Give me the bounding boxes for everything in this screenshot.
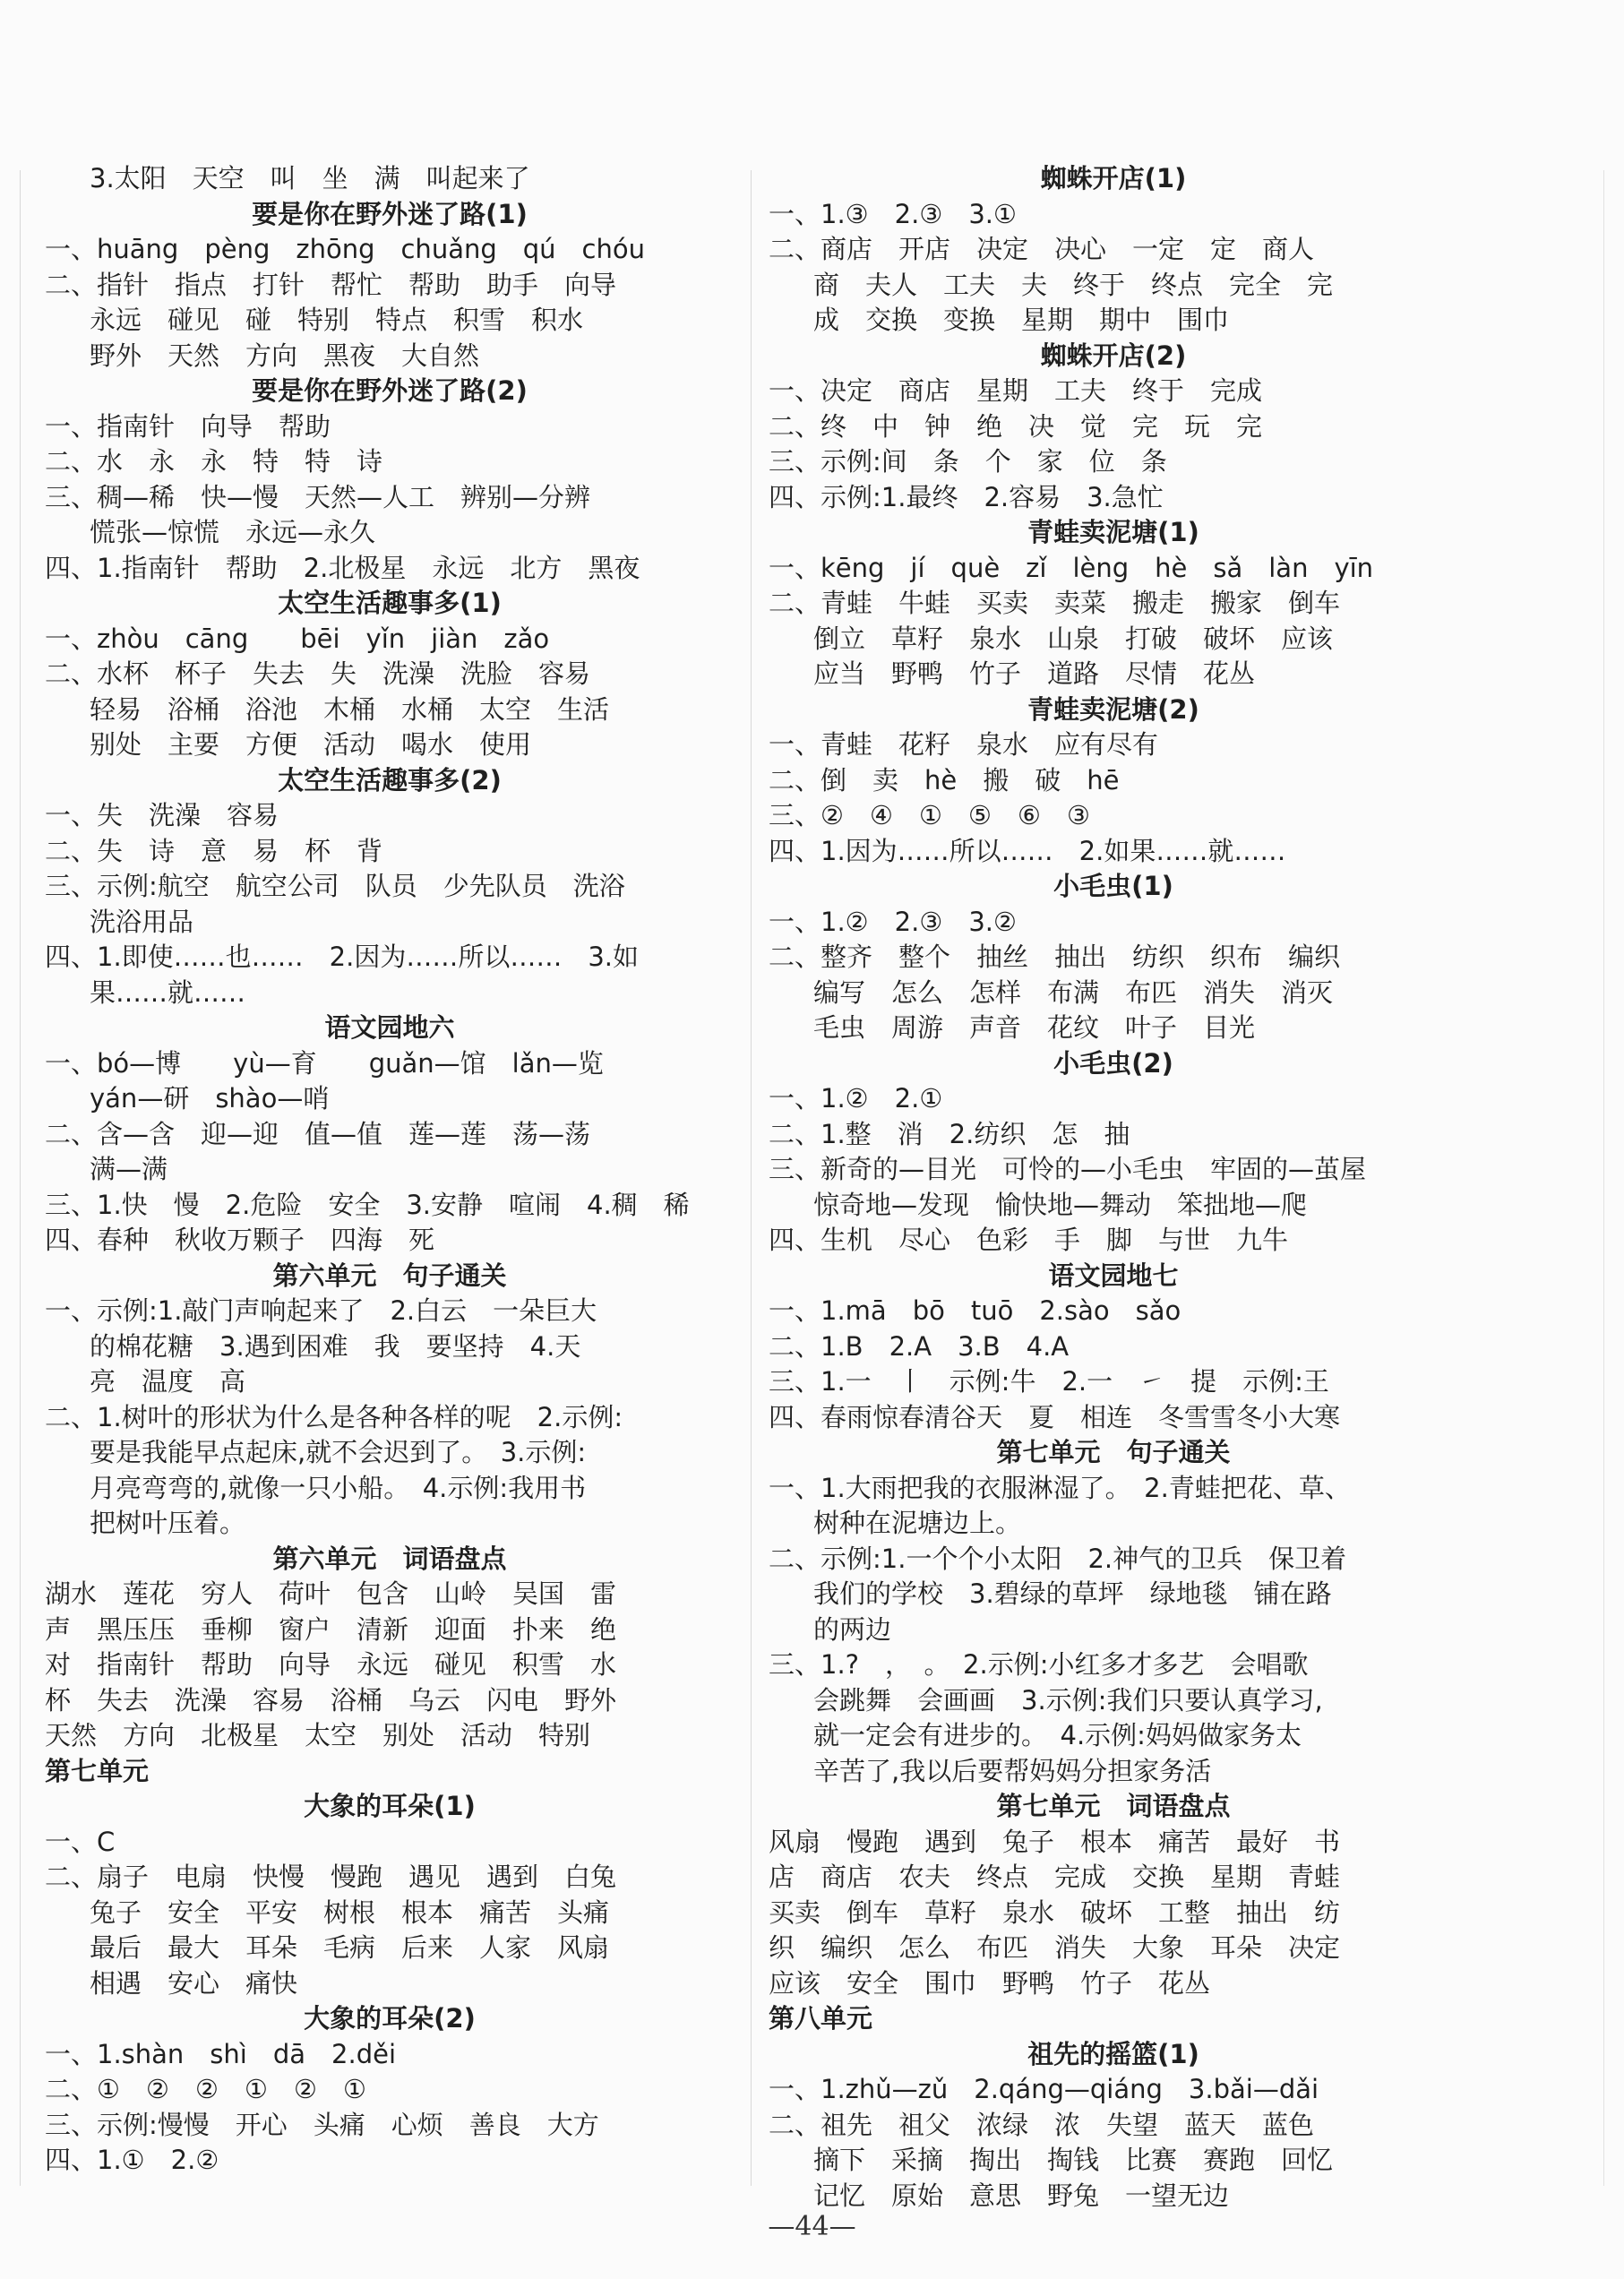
right-answer-line: 树种在泥塘边上。 — [813, 1508, 1022, 1538]
left-answer-line: 二、扇子 电扇 快慢 慢跑 遇见 遇到 白兔 — [45, 1862, 617, 1892]
right-answer-line: 二、终 中 钟 绝 决 觉 完 玩 完 — [769, 410, 1263, 442]
left-answer-line: 一、示例:1.敲门声响起来了 2.白云 一朵巨大 — [45, 1295, 597, 1326]
left-lesson-heading: 要是你在野外迷了路(1) — [252, 198, 528, 229]
left-lesson-heading: 太空生活趣事多(1) — [278, 588, 502, 618]
right-lesson-heading: 蜘蛛开店(1) — [1040, 163, 1187, 194]
left-answer-line: 天然 方向 北极星 太空 别处 活动 特别 — [45, 1720, 591, 1750]
right-answer-line: 一、青蛙 花籽 泉水 应有尽有 — [769, 729, 1159, 760]
right-answer-line: 店 商店 农夫 终点 完成 交换 星期 青蛙 — [769, 1862, 1341, 1892]
left-margin-rule — [20, 170, 21, 2186]
left-answer-line: 湖水 莲花 穷人 荷叶 包含 山岭 吴国 雷 — [45, 1578, 617, 1609]
left-lesson-heading: 第六单元 词语盘点 — [272, 1543, 507, 1574]
left-answer-line: 一、bó—博 yù—育 guǎn—馆 lǎn—览 — [45, 1047, 604, 1079]
right-lesson-heading: 第七单元 句子通关 — [996, 1437, 1231, 1467]
left-answer-line: 二、① ② ② ① ② ① — [45, 2074, 366, 2104]
left-answer-line: 一、C — [45, 1826, 116, 1857]
right-answer-line: 四、示例:1.最终 2.容易 3.急忙 — [769, 481, 1164, 512]
right-answer-line: 成 交换 变换 星期 期中 围巾 — [813, 305, 1230, 335]
left-answer-line: 杯 失去 洗澡 容易 浴桶 乌云 闪电 野外 — [45, 1684, 617, 1716]
right-lesson-heading: 祖先的摇篮(1) — [1027, 2038, 1199, 2069]
right-lesson-heading: 青蛙卖泥塘(1) — [1027, 517, 1199, 547]
right-answer-line: 三、1.一 丨 示例:牛 2.一 ㇀ 提 示例:王 — [769, 1366, 1329, 1397]
right-column — [769, 161, 1458, 2214]
right-answer-line: 编写 怎么 怎样 布满 布匹 消失 消灭 — [813, 976, 1334, 1008]
right-answer-line: 一、1.② 2.③ 3.② — [769, 906, 1018, 937]
left-answer-line: 洗浴用品 — [90, 906, 194, 937]
right-answer-line: 四、生机 尽心 色彩 手 脚 与世 九牛 — [769, 1225, 1289, 1255]
right-answer-line: 记忆 原始 意思 野兔 一望无边 — [813, 2180, 1230, 2211]
left-answer-line: 兔子 安全 平安 树根 根本 痛苦 头痛 — [90, 1896, 610, 1928]
right-answer-line: 四、1.因为……所以…… 2.如果……就…… — [769, 835, 1286, 866]
right-answer-line: 织 编织 怎么 布匹 消失 大象 耳朵 决定 — [769, 1932, 1341, 1963]
left-answer-line: 对 指南针 帮助 向导 永远 碰见 积雪 水 — [45, 1649, 617, 1680]
left-answer-line: 要是我能早点起床,就不会迟到了。 3.示例: — [90, 1437, 587, 1467]
right-answer-line: 毛虫 周游 声音 花纹 叶子 目光 — [813, 1012, 1256, 1043]
left-answer-line: yán—研 shào—哨 — [90, 1083, 330, 1114]
left-answer-line: 月亮弯弯的,就像一只小船。 4.示例:我用书 — [90, 1472, 587, 1503]
right-answer-line: 三、示例:间 条 个 家 位 条 — [769, 446, 1167, 477]
left-answer-line: 把树叶压着。 — [90, 1508, 246, 1538]
right-answer-line: 一、决定 商店 星期 工夫 终于 完成 — [769, 375, 1263, 406]
right-lesson-heading: 青蛙卖泥塘(2) — [1027, 693, 1199, 725]
left-answer-line: 二、失 诗 意 易 杯 背 — [45, 835, 383, 866]
left-answer-line: 三、1.快 慢 2.危险 安全 3.安静 喧闹 4.稠 稀 — [45, 1189, 690, 1220]
right-answer-line: 的两边 — [813, 1613, 892, 1645]
left-answer-line: 二、水 永 永 特 特 诗 — [45, 446, 383, 477]
left-answer-line: 轻易 浴桶 浴池 木桶 水桶 太空 生活 — [90, 693, 610, 725]
left-answer-line: 四、1.即使……也…… 2.因为……所以…… 3.如 — [45, 942, 640, 972]
right-answer-line: 二、1.整 消 2.纺织 怎 抽 — [769, 1118, 1130, 1149]
right-answer-line: 一、1.② 2.① — [769, 1083, 943, 1114]
right-answer-line: 商 夫人 工夫 夫 终于 终点 完全 完 — [813, 269, 1334, 300]
left-lesson-heading: 语文园地六 — [324, 1012, 455, 1043]
right-answer-line: 一、1.mā bō tuō 2.sào sǎo — [769, 1295, 1181, 1326]
right-answer-line: 二、示例:1.一个个小太阳 2.神气的卫兵 保卫着 — [769, 1543, 1347, 1574]
column-divider — [751, 170, 752, 2186]
right-answer-line: 我们的学校 3.碧绿的草坪 绿地毯 铺在路 — [813, 1578, 1332, 1609]
left-answer-line: 二、含—含 迎—迎 值—值 莲—莲 荡—荡 — [45, 1118, 591, 1149]
left-column — [45, 161, 735, 2179]
left-answer-line: 二、水杯 杯子 失去 失 洗澡 洗脸 容易 — [45, 658, 591, 689]
left-lesson-heading: 大象的耳朵(1) — [304, 1791, 476, 1821]
right-answer-line: 一、1.zhǔ—zǔ 2.qáng—qiáng 3.bǎi—dǎi — [769, 2074, 1319, 2104]
left-answer-line: 慌张—惊慌 永远—永久 — [90, 517, 376, 547]
left-lesson-heading: 太空生活趣事多(2) — [278, 764, 502, 796]
right-answer-line: 一、kēng jí què zǐ lèng hè sǎ làn yīn — [769, 552, 1374, 583]
right-answer-line: 二、倒 卖 hè 搬 破 hē — [769, 764, 1120, 796]
left-answer-line: 一、失 洗澡 容易 — [45, 800, 279, 830]
right-answer-line: 买卖 倒车 草籽 泉水 破坏 工整 抽出 纺 — [769, 1896, 1341, 1928]
left-answer-line: 亮 温度 高 — [90, 1366, 246, 1397]
right-answer-line: 应当 野鸭 竹子 道路 尽情 花丛 — [813, 658, 1256, 689]
right-answer-line: 一、1.③ 2.③ 3.① — [769, 198, 1018, 229]
right-answer-line: 三、1.? ， 。 2.示例:小红多才多艺 会唱歌 — [769, 1649, 1309, 1680]
left-answer-line: 3.太阳 天空 叫 坐 满 叫起来了 — [90, 163, 530, 194]
left-answer-line: 声 黑压压 垂柳 窗户 清新 迎面 扑来 绝 — [45, 1613, 617, 1645]
right-answer-line: 应该 安全 围巾 野鸭 竹子 花丛 — [769, 1967, 1211, 1999]
right-answer-line: 二、青蛙 牛蛙 买卖 卖菜 搬走 搬家 倒车 — [769, 588, 1341, 618]
right-answer-line: 三、② ④ ① ⑤ ⑥ ③ — [769, 800, 1090, 830]
left-answer-line: 永远 碰见 碰 特别 特点 积雪 积水 — [90, 305, 584, 335]
left-answer-line: 二、1.树叶的形状为什么是各种各样的呢 2.示例: — [45, 1401, 623, 1432]
left-answer-line: 的棉花糖 3.遇到困难 我 要坚持 4.天 — [90, 1330, 581, 1362]
right-answer-line: 辛苦了,我以后要帮妈妈分担家务活 — [813, 1755, 1212, 1786]
left-answer-line: 四、春种 秋收万颗子 四海 死 — [45, 1225, 435, 1255]
left-answer-line: 满—满 — [90, 1154, 168, 1184]
left-answer-line: 三、示例:慢慢 开心 头痛 心烦 善良 大方 — [45, 2109, 599, 2140]
left-answer-line: 四、1.指南针 帮助 2.北极星 永远 北方 黑夜 — [45, 552, 640, 583]
right-answer-line: 摘下 采摘 掏出 掏钱 比赛 赛跑 回忆 — [813, 2145, 1334, 2175]
left-answer-line: 别处 主要 方便 活动 喝水 使用 — [90, 729, 532, 760]
right-answer-line: 四、春雨惊春清谷天 夏 相连 冬雪雪冬小大寒 — [769, 1401, 1341, 1432]
right-lesson-heading: 小毛虫(2) — [1053, 1047, 1173, 1079]
right-answer-line: 二、商店 开店 决定 决心 一定 定 商人 — [769, 234, 1315, 264]
left-answer-line: 一、指南针 向导 帮助 — [45, 410, 331, 442]
left-answer-line: 一、zhòu cāng bēi yǐn jiàn zǎo — [45, 623, 550, 654]
right-margin-rule — [1603, 170, 1604, 2186]
left-answer-line: 一、huāng pèng zhōng chuǎng qú chóu — [45, 234, 645, 264]
right-lesson-heading: 第七单元 词语盘点 — [996, 1791, 1231, 1821]
right-answer-line: 二、1.B 2.A 3.B 4.A — [769, 1330, 1070, 1362]
page-number: —44— — [768, 2211, 856, 2242]
left-unit-heading: 第七单元 — [45, 1755, 150, 1786]
left-answer-line: 一、1.shàn shì dā 2.děi — [45, 2038, 397, 2069]
left-answer-line: 二、指针 指点 打针 帮忙 帮助 助手 向导 — [45, 269, 617, 300]
right-unit-heading: 第八单元 — [769, 2003, 873, 2034]
right-answer-line: 倒立 草籽 泉水 山泉 打破 破坏 应该 — [813, 623, 1334, 654]
right-answer-line: 惊奇地—发现 愉快地—舞动 笨拙地—爬 — [813, 1189, 1308, 1220]
right-lesson-heading: 蜘蛛开店(2) — [1040, 340, 1187, 371]
left-lesson-heading: 要是你在野外迷了路(2) — [252, 375, 528, 406]
right-lesson-heading: 语文园地七 — [1048, 1260, 1179, 1291]
right-answer-line: 三、新奇的—目光 可怜的—小毛虫 牢固的—茧屋 — [769, 1154, 1367, 1184]
left-answer-line: 果……就…… — [90, 976, 246, 1008]
right-answer-line: 二、祖先 祖父 浓绿 浓 失望 蓝天 蓝色 — [769, 2109, 1315, 2140]
left-answer-line: 三、稠—稀 快—慢 天然—人工 辨别—分辨 — [45, 481, 591, 512]
right-answer-line: 风扇 慢跑 遇到 兔子 根本 痛苦 最好 书 — [769, 1826, 1341, 1857]
right-answer-line: 一、1.大雨把我的衣服淋湿了。 2.青蛙把花、草、 — [769, 1472, 1351, 1503]
right-answer-line: 会跳舞 会画画 3.示例:我们只要认真学习, — [813, 1684, 1323, 1716]
left-lesson-heading: 大象的耳朵(2) — [304, 2003, 476, 2034]
left-answer-line: 相遇 安心 痛快 — [90, 1967, 298, 1999]
right-answer-line: 二、整齐 整个 抽丝 抽出 纺织 织布 编织 — [769, 942, 1341, 972]
right-answer-line: 就一定会有进步的。 4.示例:妈妈做家务太 — [813, 1720, 1302, 1750]
left-answer-line: 四、1.① 2.② — [45, 2145, 219, 2175]
left-answer-line: 三、示例:航空 航空公司 队员 少先队员 洗浴 — [45, 871, 625, 901]
left-answer-line: 野外 天然 方向 黑夜 大自然 — [90, 340, 480, 371]
left-answer-line: 最后 最大 耳朵 毛病 后来 人家 风扇 — [90, 1932, 610, 1963]
left-lesson-heading: 第六单元 句子通关 — [272, 1260, 507, 1291]
right-lesson-heading: 小毛虫(1) — [1053, 871, 1173, 901]
